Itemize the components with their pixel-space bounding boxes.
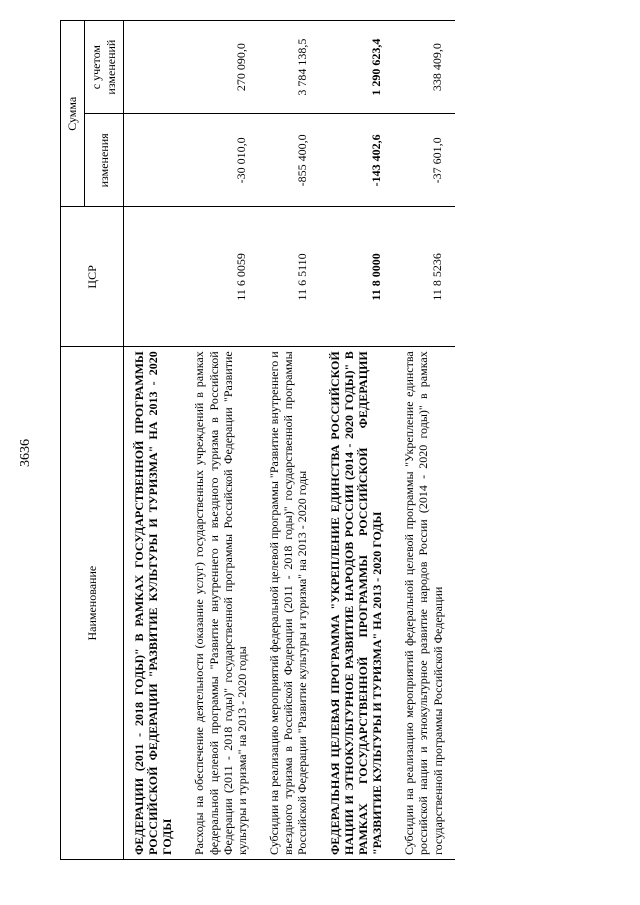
rotated-page — [60, 20, 560, 860]
row-change — [124, 114, 185, 207]
row-total: 3 784 138,5 — [259, 21, 319, 114]
table-row — [259, 21, 319, 860]
row-csr: 11 8 5236 — [394, 207, 454, 347]
header-change: изменения — [85, 114, 124, 207]
header-sum: Сумма — [61, 21, 85, 207]
row-total: 270 090,0 — [184, 21, 259, 114]
page-number-text: 3636 — [18, 439, 33, 467]
row-total: 1 290 623,4 — [320, 21, 395, 114]
row-csr: 11 6 0059 — [184, 207, 259, 347]
header-csr: ЦСР — [61, 207, 124, 347]
header-name: Наименование — [61, 347, 124, 860]
row-change: -37 601,0 — [394, 114, 454, 207]
table-row — [124, 21, 185, 860]
row-csr — [124, 207, 185, 347]
row-total: 338 409,0 — [394, 21, 454, 114]
row-name: Субсидии на реализацию мероприятий федеральной целевой программы "Укрепление единства российской нации и этнокультурное развитие народов России (2014 - 2020 годы)" в рамках государственной программы Российской Федерации — [394, 347, 454, 860]
table-header — [61, 21, 124, 860]
row-change: -30 010,0 — [184, 114, 259, 207]
header-with-changes: с учетом изменений — [85, 21, 124, 114]
table-row — [184, 21, 259, 860]
table-row — [394, 21, 454, 860]
row-csr: 11 8 0000 — [320, 207, 395, 347]
row-change: -143 402,6 — [320, 114, 395, 207]
row-change: -855 400,0 — [259, 114, 319, 207]
row-name: Субсидии на реализацию мероприятий федеральной целевой программы "Развитие внутреннего и въездного туризма в Российской Федерации (2011 - 2018 годы)" государственной программы Российской Федерации "Развитие культуры и туризма" на 2013 - 2020 годы — [259, 347, 319, 860]
row-name: ФЕДЕРАЛЬНАЯ ЦЕЛЕВАЯ ПРОГРАММА "УКРЕПЛЕНИЕ ЕДИНСТВА РОССИЙСКОЙ НАЦИИ И ЭТНОКУЛЬТУРНОЕ РАЗВИТИЕ НАРОДОВ РОССИИ (2014 - 2020 ГОДЫ)" В РАМКАХ ГОСУДАРСТВЕННОЙ ПРОГРАММЫ РОССИЙСКОЙ ФЕДЕРАЦИИ "РАЗВИТИЕ КУЛЬТУРЫ И ТУРИЗМА" НА 2013 - 2020 ГОДЫ — [320, 347, 395, 860]
row-total — [124, 21, 185, 114]
table-row — [320, 21, 395, 860]
budget-table — [60, 20, 455, 860]
row-csr: 11 6 5110 — [259, 207, 319, 347]
row-name: ФЕДЕРАЦИИ (2011 - 2018 ГОДЫ)" В РАМКАХ ГОСУДАРСТВЕННОЙ ПРОГРАММЫ РОССИЙСКОЙ ФЕДЕРАЦИИ "РАЗВИТИЕ КУЛЬТУРЫ И ТУРИЗМА" НА 2013 - 2020 ГОДЫ — [124, 347, 185, 860]
row-name: Расходы на обеспечение деятельности (оказание услуг) государственных учреждений в рамках федеральной целевой программы "Развитие внутреннего и въездного туризма в Российской Федерации (2011 - 2018 годы)" государственной программы Российской Федерации "Развитие культуры и туризма" на 2013 - 2020 годы — [184, 347, 259, 860]
page-number — [12, 439, 40, 467]
